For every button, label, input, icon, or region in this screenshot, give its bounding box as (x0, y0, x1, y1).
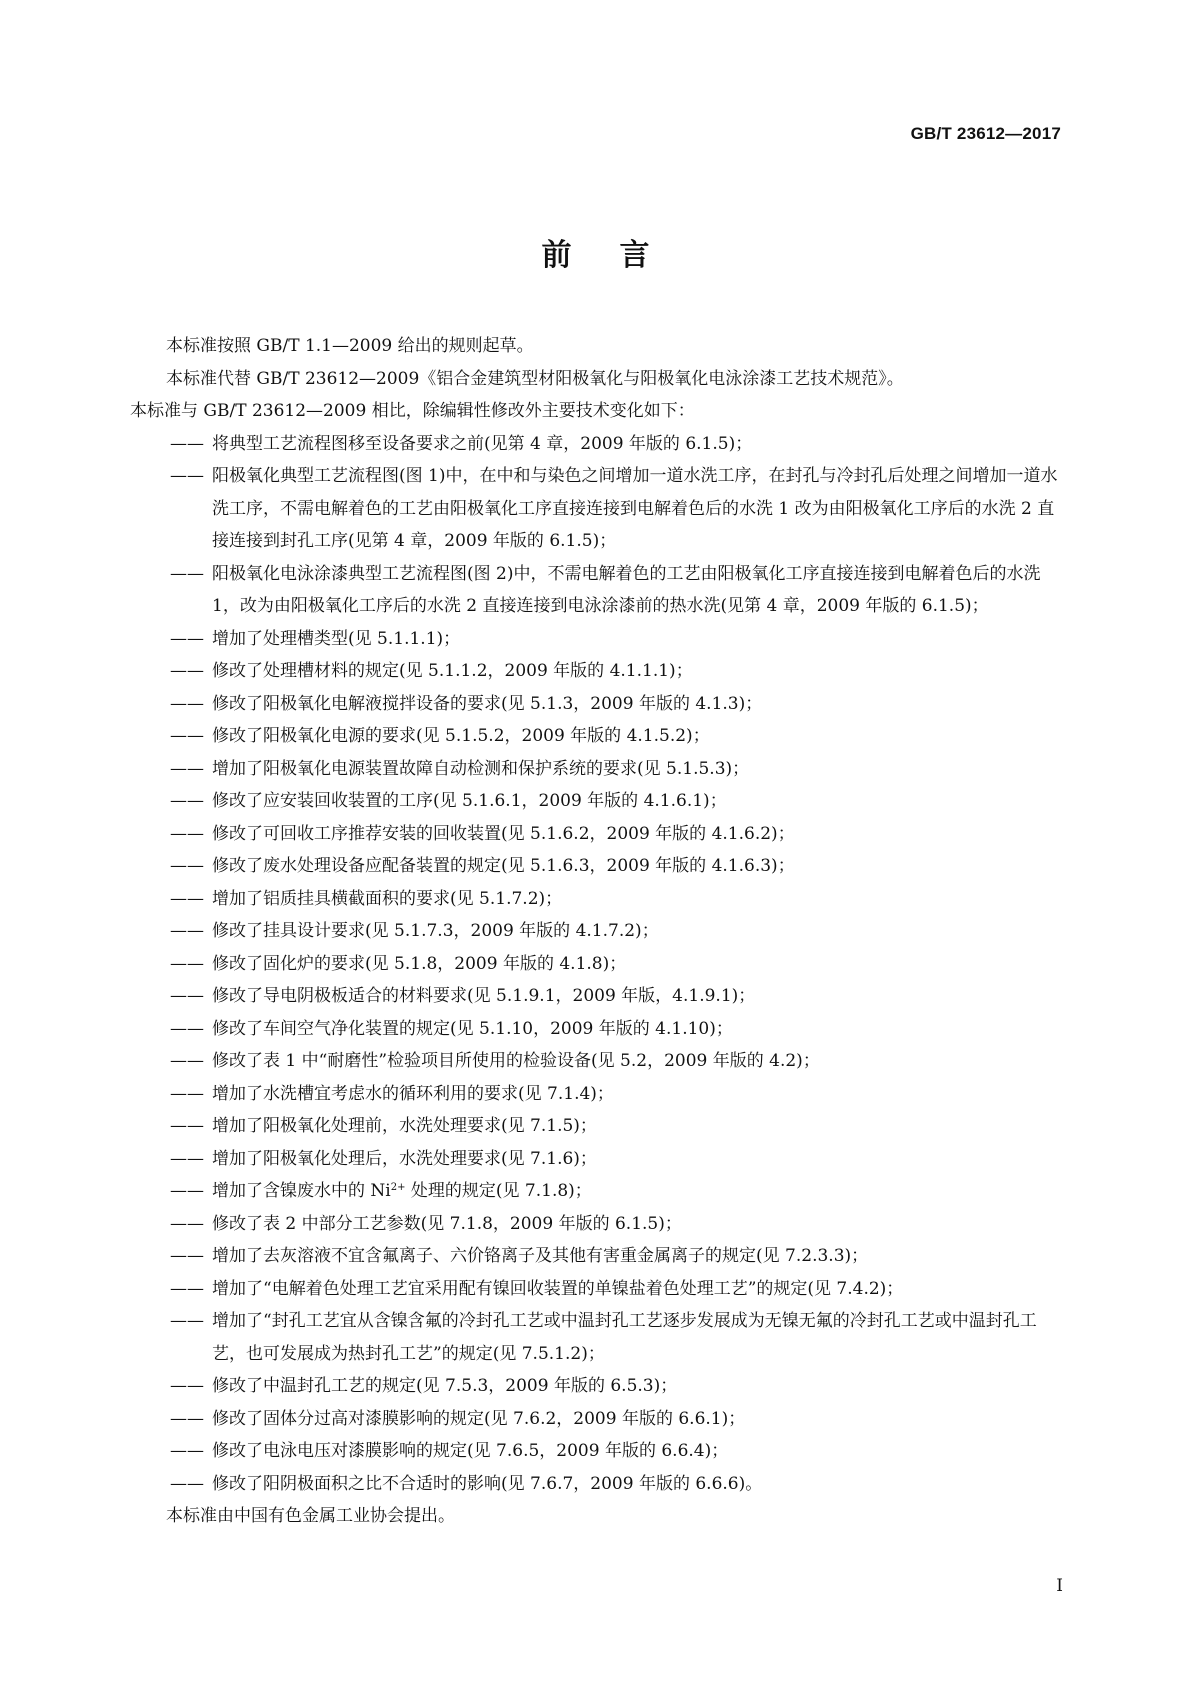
list-item (130, 460, 1060, 558)
document-body (130, 330, 1060, 1533)
page-title: 前言 (541, 238, 698, 273)
list-item (130, 1305, 1060, 1370)
list-item-text: 增加了阳极氧化处理前，水洗处理要求(见 7.1.5)； (212, 1116, 597, 1136)
list-item-nickel (130, 1175, 1060, 1208)
list-item-text: 修改了表 1 中“耐磨性”检验项目所使用的检验设备(见 5.2，2009 年版的 4.2)； (212, 1051, 820, 1071)
list-dash: —— (170, 693, 204, 714)
list-item (130, 1143, 1060, 1176)
list-dash: —— (170, 888, 204, 909)
list-item-text: 阳极氧化典型工艺流程图(图 1)中，在中和与染色之间增加一道水洗工序，在封孔与冷封孔后处理之间增加一道水洗工序，不需电解着色的工艺由阳极氧化工序直接连接到电解着色后的水洗 1 改为由阳极氧化工序后的水洗 2 直接连接到封孔工序(见第 4 章，2009 年版的 6.1.5)； (212, 466, 1058, 551)
list-dash: —— (170, 1213, 204, 1234)
list-dash: —— (170, 1278, 204, 1299)
list-item-text: 修改了应安装回收装置的工序(见 5.1.6.1，2009 年版的 4.1.6.1)； (212, 791, 727, 811)
list-item (130, 753, 1060, 786)
list-item (130, 1078, 1060, 1111)
list-item (130, 1240, 1060, 1273)
list-dash: —— (170, 856, 204, 876)
list-dash: —— (170, 1018, 204, 1039)
list-item-text: 修改了固化炉的要求(见 5.1.8，2009 年版的 4.1.8)； (212, 953, 627, 974)
list-item (130, 558, 1060, 623)
list-item-text: 修改了废水处理设备应配备装置的规定(见 5.1.6.3，2009 年版的 4.1.6.3)； (212, 856, 795, 876)
list-dash: —— (170, 1116, 204, 1136)
list-item-text: 增加了去灰溶液不宜含氟离子、六价铬离子及其他有害重金属离子的规定(见 7.2.3.3)； (212, 1246, 869, 1266)
list-dash: —— (170, 1473, 204, 1494)
list-item-text (212, 1181, 592, 1201)
list-item (130, 818, 1060, 851)
list-item (130, 688, 1060, 721)
list-item (130, 623, 1060, 656)
nickel-text-after: 处理的规定(见 7.1.8)； (405, 1181, 592, 1201)
list-item-text: 修改了可回收工序推荐安装的回收装置(见 5.1.6.2，2009 年版的 4.1.6.2)； (212, 823, 795, 844)
list-item (130, 1208, 1060, 1241)
list-item-text: 修改了阳极氧化电源的要求(见 5.1.5.2，2009 年版的 4.1.5.2)； (212, 726, 710, 746)
list-dash: —— (170, 433, 204, 454)
list-item (130, 850, 1060, 883)
list-item-text: 修改了挂具设计要求(见 5.1.7.3，2009 年版的 4.1.7.2)； (212, 921, 659, 941)
paragraph-3: 本标准与 GB/T 23612—2009 相比，除编辑性修改外主要技术变化如下： (130, 401, 695, 421)
list-item (130, 980, 1060, 1013)
list-dash: —— (170, 986, 204, 1006)
list-dash: —— (170, 1408, 204, 1429)
list-item (130, 1045, 1060, 1078)
list-item (130, 655, 1060, 688)
list-item-text: 修改了中温封孔工艺的规定(见 7.5.3，2009 年版的 6.5.3)； (212, 1376, 678, 1396)
list-dash: —— (170, 466, 204, 486)
standard-id-header: GB/T 23612—2017 (910, 124, 1061, 143)
list-item-text: 修改了导电阴极板适合的材料要求(见 5.1.9.1，2009 年版，4.1.9.1)； (212, 986, 756, 1006)
list-item-text: 增加了铝质挂具横截面积的要求(见 5.1.7.2)； (212, 888, 563, 909)
list-dash: —— (170, 791, 204, 811)
list-item-text: 阳极氧化电泳涂漆典型工艺流程图(图 2)中，不需电解着色的工艺由阳极氧化工序直接连接到电解着色后的水洗 1，改为由阳极氧化工序后的水洗 2 直接连接到电泳涂漆前的热水洗(见第 4 章，2009 年版的 6.1.5)； (212, 563, 1041, 616)
list-item (130, 1013, 1060, 1046)
list-dash: —— (170, 1083, 204, 1104)
list-dash: —— (170, 726, 204, 746)
list-item-text: 将典型工艺流程图移至设备要求之前(见第 4 章，2009 年版的 6.1.5)； (212, 433, 753, 454)
list-item (130, 883, 1060, 916)
paragraph-2: 本标准代替 GB/T 23612—2009《铝合金建筑型材阳极氧化与阳极氧化电泳涂漆工艺技术规范》。 (166, 368, 904, 389)
list-dash: —— (170, 1441, 204, 1461)
closing-paragraph: 本标准由中国有色金属工业协会提出。 (166, 1506, 455, 1526)
nickel-text-before: 增加了含镍废水中的 Ni (212, 1181, 391, 1201)
list-dash: —— (170, 953, 204, 974)
list-item (130, 1435, 1060, 1468)
list-item (130, 1403, 1060, 1436)
list-item-text: 增加了水洗槽宜考虑水的循环利用的要求(见 7.1.4)； (212, 1083, 614, 1104)
list-item-text: 修改了表 2 中部分工艺参数(见 7.1.8，2009 年版的 6.1.5)； (212, 1213, 682, 1234)
list-dash: —— (170, 1376, 204, 1396)
list-item (130, 915, 1060, 948)
list-item (130, 1273, 1060, 1306)
paragraph-1: 本标准按照 GB/T 1.1—2009 给出的规则起草。 (166, 336, 534, 356)
list-item (130, 428, 1060, 461)
list-dash: —— (170, 661, 204, 681)
list-item (130, 1370, 1060, 1403)
list-item-text: 增加了处理槽类型(见 5.1.1.1)； (212, 628, 461, 649)
list-item-text: 修改了阳极氧化电解液搅拌设备的要求(见 5.1.3，2009 年版的 4.1.3)； (212, 693, 763, 714)
list-item (130, 1110, 1060, 1143)
list-dash: —— (170, 1246, 204, 1266)
list-dash: —— (170, 1181, 204, 1201)
list-item (130, 720, 1060, 753)
list-item-text: 修改了电泳电压对漆膜影响的规定(见 7.6.5，2009 年版的 6.6.4)； (212, 1441, 729, 1461)
list-item-text: 修改了处理槽材料的规定(见 5.1.1.2，2009 年版的 4.1.1.1)； (212, 661, 693, 681)
list-dash: —— (170, 628, 204, 649)
list-dash: —— (170, 563, 204, 584)
list-dash: —— (170, 823, 204, 844)
page-number: I (1056, 1576, 1063, 1596)
list-item (130, 785, 1060, 818)
list-item-text: 增加了阳极氧化电源装置故障自动检测和保护系统的要求(见 5.1.5.3)； (212, 758, 750, 779)
list-item-text: 增加了“封孔工艺宜从含镍含氟的冷封孔工艺或中温封孔工艺逐步发展成为无镍无氟的冷封孔工艺或中温封孔工艺，也可发展成为热封孔工艺”的规定(见 7.5.1.2)； (212, 1311, 1037, 1364)
list-item-text: 修改了车间空气净化装置的规定(见 5.1.10，2009 年版的 4.1.10)； (212, 1018, 733, 1039)
list-dash: —— (170, 1311, 204, 1331)
list-item (130, 948, 1060, 981)
list-dash: —— (170, 921, 204, 941)
list-item-text: 增加了阳极氧化处理后，水洗处理要求(见 7.1.6)； (212, 1148, 597, 1169)
list-dash: —— (170, 1148, 204, 1169)
list-dash: —— (170, 758, 204, 779)
list-dash: —— (170, 1051, 204, 1071)
list-item-text: 增加了“电解着色处理工艺宜采用配有镍回收装置的单镍盐着色处理工艺”的规定(见 7.4.2)； (212, 1278, 904, 1299)
list-item (130, 1468, 1060, 1501)
nickel-charge-superscript: 2+ (390, 1182, 406, 1193)
list-item-text: 修改了阳阴极面积之比不合适时的影响(见 7.6.7，2009 年版的 6.6.6)。 (212, 1473, 763, 1494)
list-item-text: 修改了固体分过高对漆膜影响的规定(见 7.6.2，2009 年版的 6.6.1)； (212, 1408, 746, 1429)
